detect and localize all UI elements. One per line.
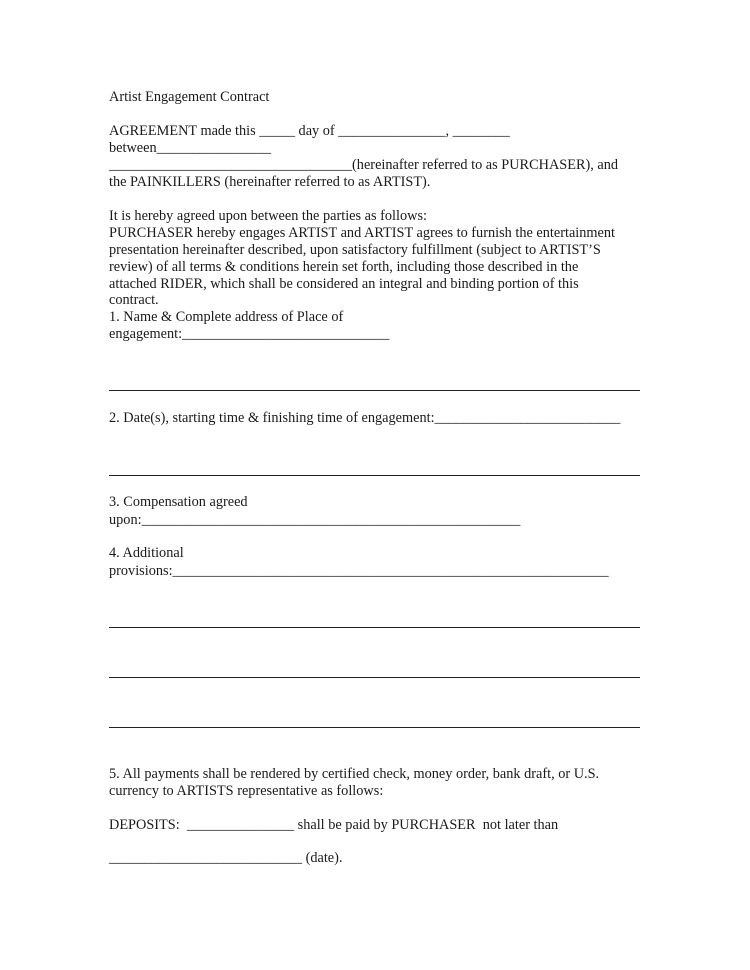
item4-heading: 4. Additional [109,545,184,561]
terms-line: review) of all terms & conditions herein set forth, including those described in the [109,259,579,275]
agreement-date-line: AGREEMENT made this _____ day of _______________, ________ [109,123,510,139]
item4-blank-line-2 [109,677,640,678]
document-title: Artist Engagement Contract [109,89,270,105]
item3-compensation-blank: upon:_____________________________________________________ [109,512,521,528]
item5-line: currency to ARTISTS representative as follows: [109,783,384,799]
item4-blank-line-3 [109,727,640,728]
item1-heading: 1. Name & Complete address of Place of [109,309,344,325]
deposits-line: DEPOSITS: _______________ shall be paid by PURCHASER not later than [109,817,559,833]
item4-provisions-blank: provisions:_____________________________________________________________ [109,563,609,579]
deposits-date-line: ___________________________ (date). [109,850,343,866]
terms-line: presentation hereinafter described, upon satisfactory fulfillment (subject to ARTIST’S [109,242,601,258]
item5-line: 5. All payments shall be rendered by certified check, money order, bank draft, or U.S. [109,766,600,782]
item4-blank-line-1 [109,627,640,628]
agreement-purchaser-line: __________________________________(hereinafter referred to as PURCHASER), and [109,157,619,173]
terms-intro: It is hereby agreed upon between the parties as follows: [109,208,428,224]
item2-blank-line [109,475,640,476]
item2-date-time-line: 2. Date(s), starting time & finishing time of engagement:__________________________ [109,410,621,426]
agreement-artist-line: the PAINKILLERS (hereinafter referred to as ARTIST). [109,174,431,190]
terms-line: attached RIDER, which shall be considered an integral and binding portion of this [109,276,579,292]
item1-address-blank-line [109,390,640,391]
terms-line: PURCHASER hereby engages ARTIST and ARTIST agrees to furnish the entertainment [109,225,616,241]
item3-heading: 3. Compensation agreed [109,494,248,510]
item1-engagement-blank: engagement:_____________________________ [109,326,390,342]
terms-line: contract. [109,292,159,308]
agreement-between-line: between________________ [109,140,272,156]
